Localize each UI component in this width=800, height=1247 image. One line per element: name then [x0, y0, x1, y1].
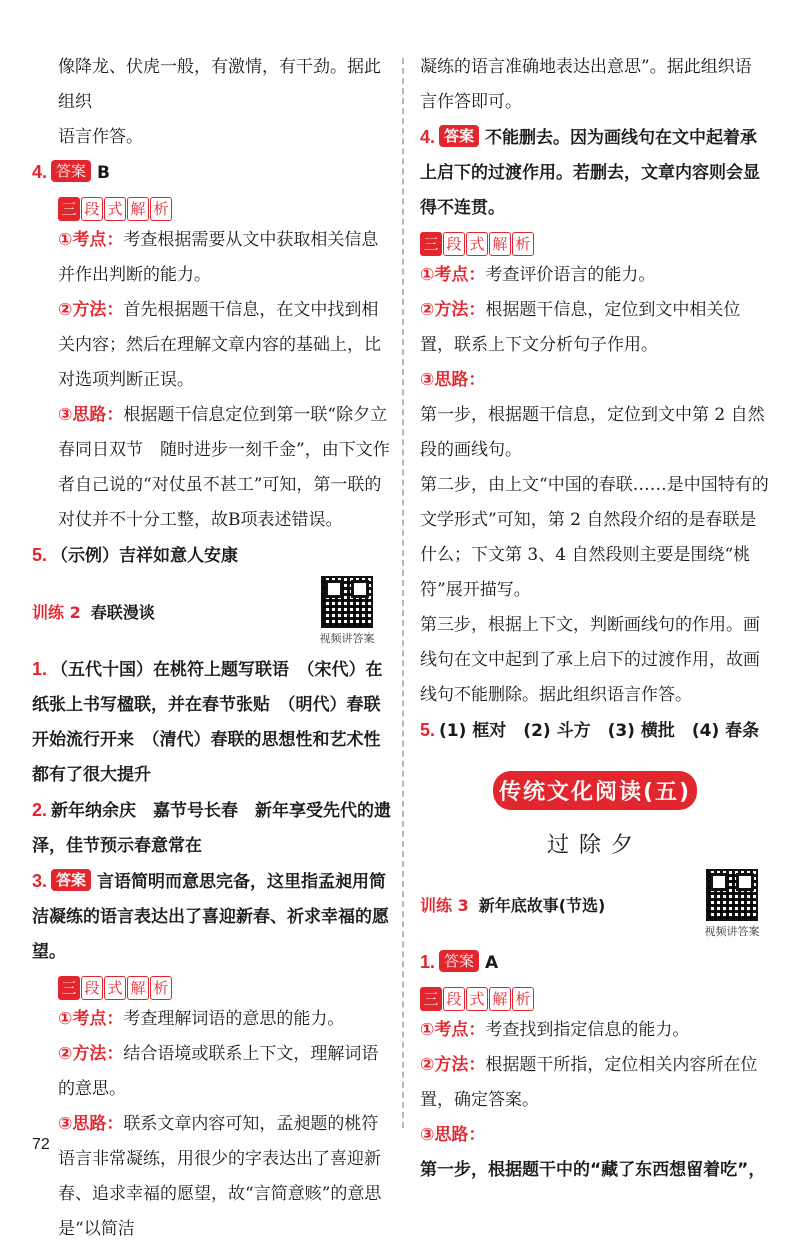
analysis-box-char: 解	[127, 197, 149, 221]
question-4-answer	[32, 155, 394, 191]
analysis-box-char: 段	[81, 976, 103, 1000]
section-title: 训练 2 春联漫谈	[32, 603, 155, 622]
step-2: 第二步，由上文“中国的春联……是中国特有的文学形式”可知，第 2 自然段介绍的是春联是什么；下文第 3、4 自然段则主要是围绕“桃符”展开描写。	[420, 475, 769, 600]
analysis-box-char: 解	[127, 976, 149, 1000]
intro-line: 凝练的语言准确地表达出意思”。据此组织语	[420, 57, 752, 77]
analysis-box-char: 段	[443, 232, 465, 256]
t3-question-1: 1. 答案 A	[420, 952, 499, 973]
section-banner: 传统文化阅读(五)	[420, 771, 770, 810]
analysis-point: ①考点：考查评价语言的能力。	[420, 265, 656, 285]
training-3-header	[420, 879, 770, 945]
analysis-box-char: 解	[489, 232, 511, 256]
qr-code[interactable]: 视频讲答案	[317, 576, 377, 646]
question-5-answer: 5. （示例）吉祥如意人安康	[32, 545, 239, 566]
analysis-thinking: ③思路：联系文章内容可知，孟昶题的桃符语言非常凝练，用很少的字表达出了喜迎新春、追求幸福的愿望，故“言简意赅”的意思是“以简洁	[58, 1114, 382, 1239]
question-5-answer: 5. (1) 框对 (2) 斗方 (3) 横批 (4) 春条	[420, 720, 760, 741]
answer-value: B	[97, 163, 110, 183]
analysis-box-char: 段	[443, 987, 465, 1011]
analysis-box-char: 三	[58, 976, 80, 1000]
intro-line: 语言作答。	[58, 127, 143, 147]
analysis-box-label	[58, 197, 173, 221]
qr-code-icon	[706, 869, 758, 921]
analysis-box-char: 式	[104, 197, 126, 221]
left-column	[32, 50, 394, 1247]
analysis-box-char: 解	[489, 987, 511, 1011]
column-divider	[402, 58, 404, 1128]
analysis-thinking: ③思路：	[420, 1125, 486, 1145]
analysis-box-char: 析	[512, 987, 534, 1011]
page-number: 72	[32, 1136, 50, 1153]
analysis-point: ①考点：考查根据需要从文中获取相关信息并作出判断的能力。	[58, 230, 379, 285]
question-4-answer: 4. 答案 不能删去。因为画线句在文中起着承上启下的过渡作用。若删去，文章内容则会显得不连贯。	[420, 127, 760, 218]
t2-question-1: 1. （五代十国）在桃符上题写联语 （宋代）在纸张上书写楹联，并在春节张贴 （明代）春联开始流行开来 （清代）春联的思想性和艺术性都有了很大提升	[32, 659, 383, 785]
analysis-method: ②方法：根据题干信息，定位到文中相关位置，联系上下文分析句子作用。	[420, 300, 741, 355]
qr-code-icon	[321, 576, 373, 628]
analysis-box-char: 三	[420, 232, 442, 256]
intro-line: 言作答即可。	[420, 92, 522, 112]
analysis-thinking: ③思路：	[420, 370, 486, 390]
analysis-box-char: 式	[466, 987, 488, 1011]
analysis-box-char: 式	[104, 976, 126, 1000]
step-1: 第一步，根据题干信息，定位到文中第 2 自然段的画线句。	[420, 405, 765, 460]
analysis-point: ①考点：考查理解词语的意思的能力。	[58, 1009, 345, 1029]
analysis-method: ②方法：结合语境或联系上下文，理解词语的意思。	[58, 1044, 379, 1099]
analysis-box-char: 析	[512, 232, 534, 256]
question-number: 4.	[32, 162, 48, 182]
analysis-box-label	[420, 987, 535, 1011]
t2-question-3: 3. 答案 言语简明而意思完备，这里指孟昶用简洁凝练的语言表达出了喜迎新春、祈求幸福的愿望。	[32, 871, 389, 962]
analysis-method: ②方法：根据题干所指，定位相关内容所在位置，确定答案。	[420, 1055, 758, 1110]
t2-question-2: 2. 新年纳余庆 嘉节号长春 新年享受先代的遗泽，佳节预示春意常在	[32, 800, 392, 856]
analysis-box-char: 三	[420, 987, 442, 1011]
intro-line: 像降龙、伏虎一般，有激情，有干劲。据此组织	[58, 57, 381, 112]
analysis-box-label	[420, 232, 535, 256]
analysis-box-char: 式	[466, 232, 488, 256]
answer-label: 答案	[51, 160, 91, 182]
step-1: 第一步，根据题干中的“藏了东西想留着吃”，	[420, 1160, 766, 1180]
analysis-box-char: 三	[58, 197, 80, 221]
analysis-box-label	[58, 976, 173, 1000]
analysis-box-char: 段	[81, 197, 103, 221]
analysis-box-char: 析	[150, 197, 172, 221]
analysis-point: ①考点：考查找到指定信息的能力。	[420, 1020, 690, 1040]
step-3: 第三步，根据上下文，判断画线句的作用。画线句在文中起到了承上启下的过渡作用，故画线句不能删除。据此组织语言作答。	[420, 615, 760, 705]
right-column	[420, 50, 770, 1188]
analysis-thinking: ③思路：根据题干信息定位到第一联“除夕立春同日双节 随时进步一刻千金”，由下文作者自己说的“对仗虽不甚工”可知，第一联的对仗并不十分工整，故B项表述错误。	[58, 405, 390, 530]
article-title: 过除夕	[546, 833, 643, 858]
training-2-header	[32, 574, 394, 652]
section-title: 训练 3 新年底故事(节选)	[420, 896, 606, 915]
analysis-box-char: 析	[150, 976, 172, 1000]
qr-code[interactable]: 视频讲答案	[702, 869, 762, 939]
analysis-method: ②方法：首先根据题干信息，在文中找到相关内容；然后在理解文章内容的基础上，比对选项判断正误。	[58, 300, 381, 390]
